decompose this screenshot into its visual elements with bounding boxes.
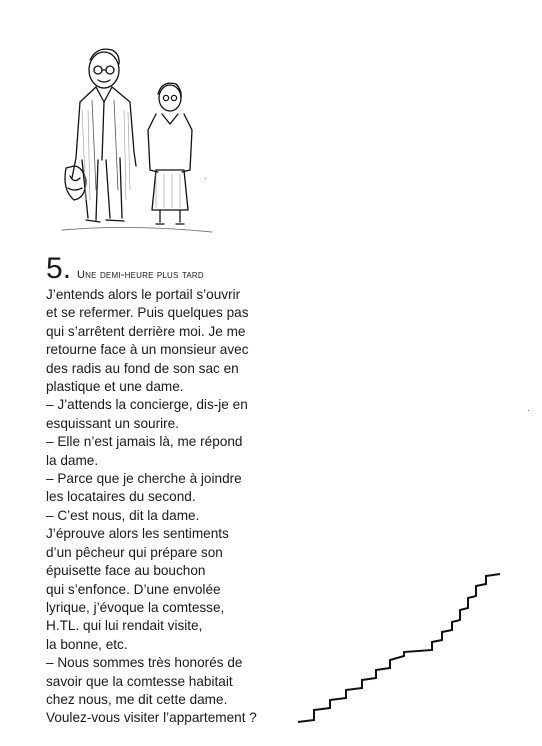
text-line: la dame. xyxy=(46,452,99,468)
couple-sketch-illustration xyxy=(52,40,222,240)
page-speck xyxy=(528,410,529,411)
text-line: lyrique, j’évoque la comtesse, xyxy=(46,599,225,615)
text-line: savoir que la comtesse habitait xyxy=(46,673,233,689)
text-line: Voulez-vous visiter l’appartement ? xyxy=(46,710,257,726)
chapter-block xyxy=(46,254,286,728)
text-line: esquissant un sourire. xyxy=(46,415,179,431)
chapter-body-text xyxy=(46,286,286,728)
chapter-number-dot: . xyxy=(62,252,72,285)
text-line: qui s’enfonce. D’une envolée xyxy=(46,581,221,597)
text-line: H.TL. qui lui rendait visite, xyxy=(46,618,203,634)
page-speck xyxy=(205,178,206,179)
text-line: chez nous, me dit cette dame. xyxy=(46,691,228,707)
text-line: – Elle n’est jamais là, me répond xyxy=(46,434,243,450)
text-line: – J’attends la concierge, dis-je en xyxy=(46,397,248,413)
staircase-sketch xyxy=(292,572,504,724)
text-line: la bonne, etc. xyxy=(46,636,128,652)
text-line: les locataires du second. xyxy=(46,489,196,505)
text-line: plastique et une dame. xyxy=(46,379,184,395)
text-line: qui s’arrêtent derrière moi. Je me xyxy=(46,323,246,339)
text-line: d’un pêcheur qui prépare son xyxy=(46,544,223,560)
text-line: et se refermer. Puis quelques pas xyxy=(46,305,249,321)
staircase-line xyxy=(298,574,500,722)
text-line: – Parce que je cherche à joindre xyxy=(46,471,242,487)
text-line: – C’est nous, dit la dame. xyxy=(46,507,200,523)
text-line: J’éprouve alors les sentiments xyxy=(46,526,229,542)
text-line: J’entends alors le portail s’ouvrir xyxy=(46,287,241,302)
chapter-heading xyxy=(46,254,286,284)
text-line: épuisette face au bouchon xyxy=(46,563,206,579)
text-line: – Nous sommes très honorés de xyxy=(46,655,243,671)
chapter-title: Une demi-heure plus tard xyxy=(77,269,204,281)
chapter-number: 5 xyxy=(46,252,63,285)
text-line: retourne face à un monsieur avec xyxy=(46,342,249,358)
text-line: des radis au fond de son sac en xyxy=(46,360,239,376)
